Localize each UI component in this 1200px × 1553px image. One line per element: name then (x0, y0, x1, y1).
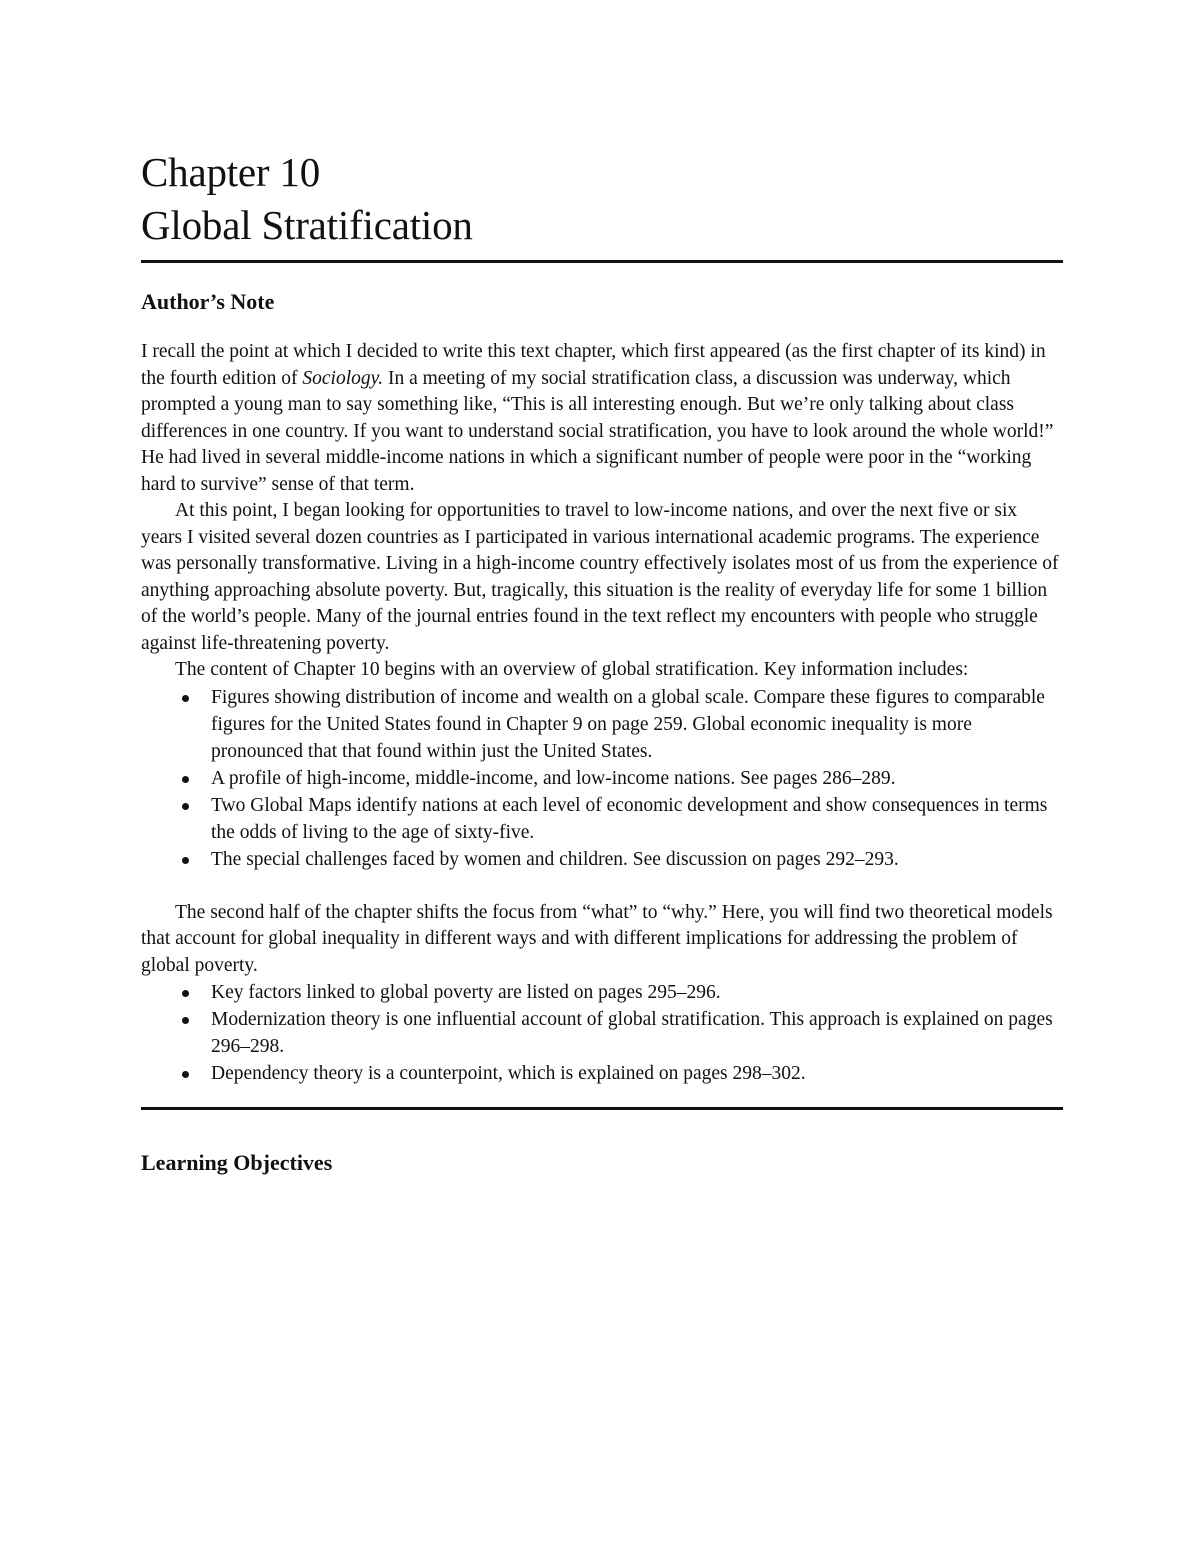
list-item (141, 684, 1063, 765)
list-item (141, 792, 1063, 846)
chapter-number: Chapter 10 (141, 149, 321, 195)
bullet-icon (182, 695, 189, 702)
list-item-text: Modernization theory is one influential account of global stratification. This approach is explained on pages 296–298. (211, 1009, 1053, 1057)
book-title-italic: Sociology. (302, 367, 384, 389)
top-divider (141, 260, 1063, 263)
document-page (141, 146, 1063, 1176)
paragraph-1-text-a: I recall the point at which I decided to write this text chapter, which first appeared (as the first chapter of its kind) in the fourth edition of (141, 341, 1046, 389)
list-item (141, 1060, 1063, 1087)
list-item-text: Figures showing distribution of income and wealth on a global scale. Compare these figures to comparable figures for the United States found in Chapter 9 on page 259. Global economic inequality is more pronounced that that found within just the United States. (211, 686, 1045, 762)
key-information-list (141, 684, 1063, 873)
theory-list (141, 979, 1063, 1087)
learning-objectives-heading: Learning Objectives (141, 1150, 333, 1175)
list-item (141, 1006, 1063, 1060)
authors-note-heading: Author’s Note (141, 289, 275, 314)
list-item (141, 846, 1063, 873)
bullet-icon (182, 1017, 189, 1024)
bullet-icon (182, 776, 189, 783)
authors-note-paragraph-1 (141, 339, 1063, 498)
authors-note-paragraph-2: At this point, I began looking for opportunities to travel to low-income nations, and over the next five or six years I visited several dozen countries as I participated in various international academic programs. The experience was personally transformative. Living in a high-income country effectively isolates most of us from the experience of anything approaching absolute poverty. But, tragically, this situation is the reality of everyday life for some 1 billion of the world’s people. Many of the journal entries found in the text reflect my encounters with people who struggle against life-threatening poverty. (141, 500, 1059, 654)
list-item-text: The special challenges faced by women and children. See discussion on pages 292–293. (211, 848, 899, 870)
chapter-title (141, 146, 1063, 252)
paragraph-1-text-b: In a meeting of my social stratification class, a discussion was underway, which prompted a young man to say something like, “This is all interesting enough. But we’re only talking about class differences in one country. If you want to understand social stratification, you have to look around the whole world!” He had lived in several middle-income nations in which a significant number of people were poor in the “working hard to survive” sense of that term. (141, 367, 1054, 495)
authors-note-paragraph-4: The second half of the chapter shifts the focus from “what” to “why.” Here, you will find two theoretical models that account for global inequality in different ways and with different implications for addressing the problem of global poverty. (141, 901, 1053, 976)
bullet-icon (182, 1071, 189, 1078)
list-item-text: Key factors linked to global poverty are listed on pages 295–296. (211, 982, 721, 1003)
bullet-icon (182, 803, 189, 810)
bullet-icon (182, 990, 189, 997)
list-item-text: Two Global Maps identify nations at each level of economic development and show consequences in terms the odds of living to the age of sixty-five. (211, 794, 1048, 843)
list-item-text: Dependency theory is a counterpoint, which is explained on pages 298–302. (211, 1063, 806, 1084)
list-item (141, 979, 1063, 1006)
list-item (141, 765, 1063, 792)
bullet-icon (182, 857, 189, 864)
chapter-name: Global Stratification (141, 202, 473, 248)
authors-note-paragraph-3: The content of Chapter 10 begins with an overview of global stratification. Key information includes: (175, 659, 969, 680)
list-item-text: A profile of high-income, middle-income, and low-income nations. See pages 286–289. (211, 767, 896, 789)
bottom-divider (141, 1107, 1063, 1110)
